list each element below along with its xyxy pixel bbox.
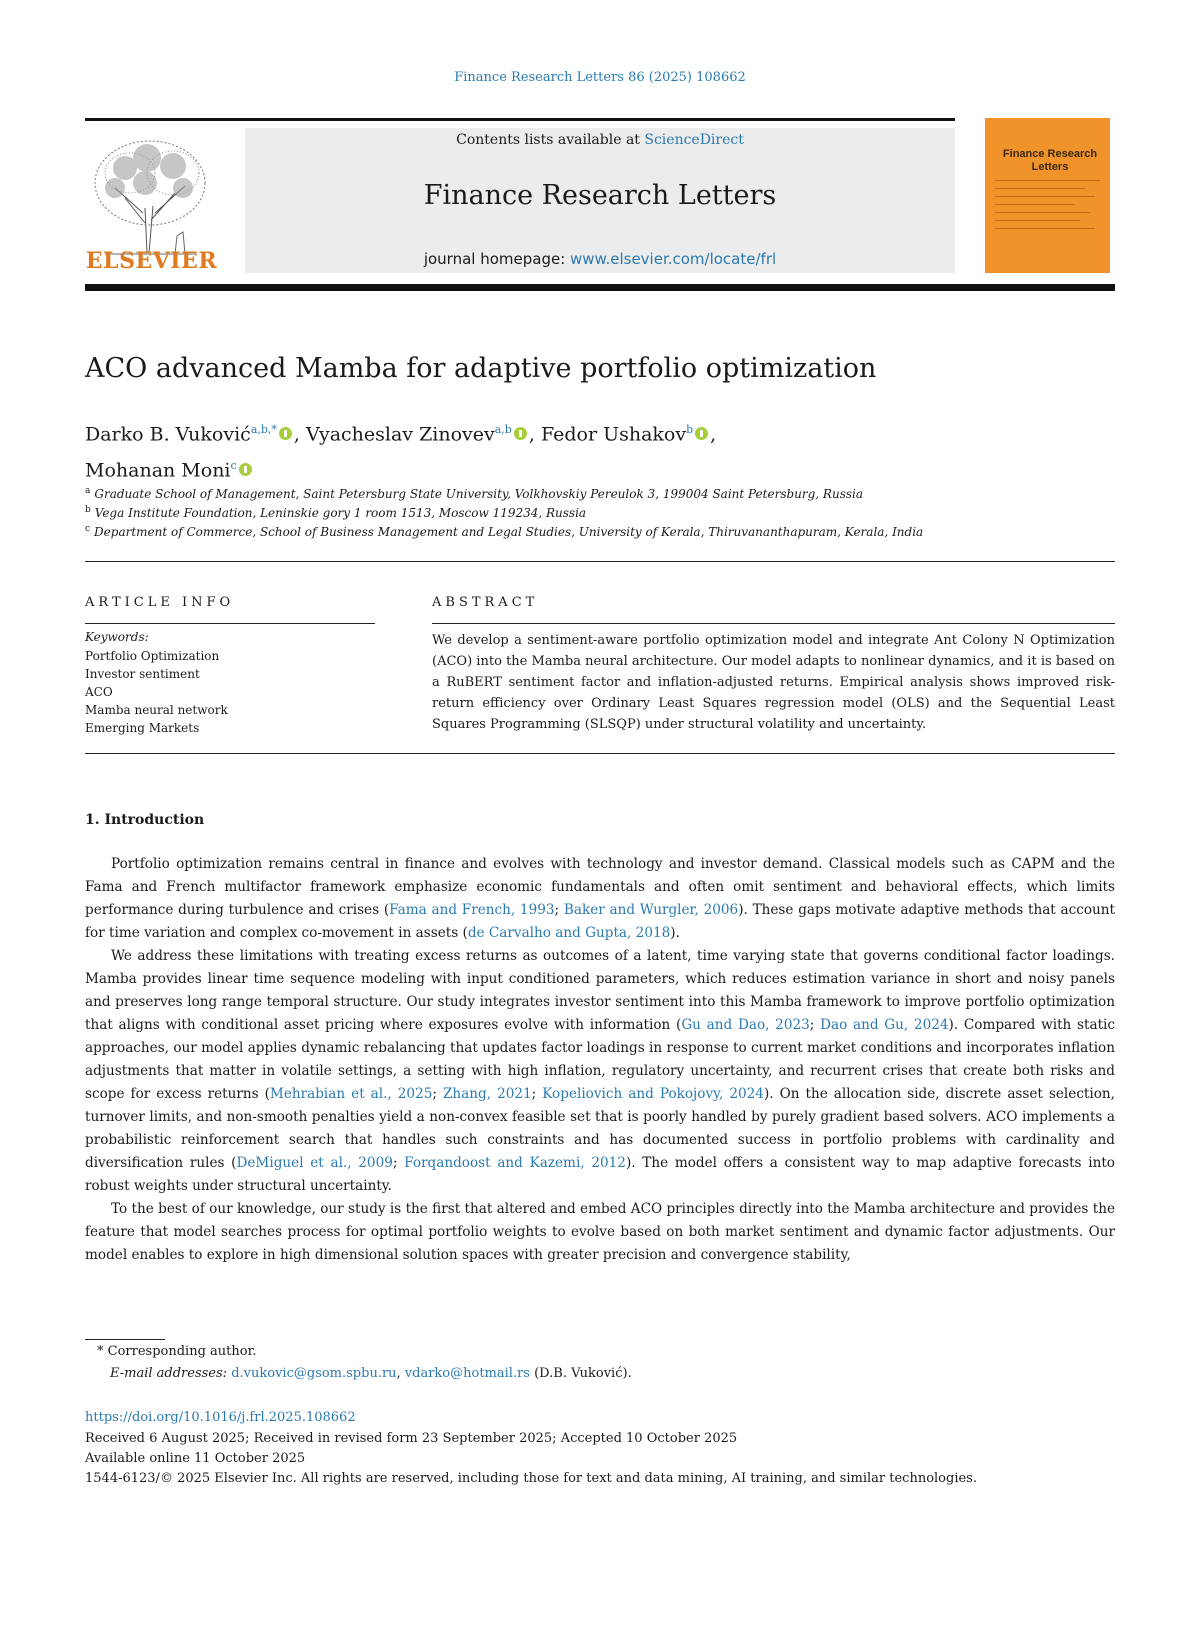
affiliation-mark: a: [85, 486, 91, 496]
doi-link[interactable]: https://doi.org/10.1016/j.frl.2025.108662: [85, 1410, 356, 1425]
email-label: E-mail addresses:: [110, 1366, 228, 1381]
orcid-icon[interactable]: [514, 427, 527, 440]
citation-link[interactable]: Gu and Dao, 2023: [681, 1017, 810, 1033]
cover-decoration: [995, 204, 1075, 205]
article-info-rule: [85, 623, 375, 624]
affiliation-mark: c: [85, 524, 91, 534]
keyword-item: Investor sentiment: [85, 667, 200, 681]
paragraph-text: ). On the allocation side, discrete asset selection, turnover limits, and non-smooth penalties yield a non-convex feasible set that is poorly handled by purely gradient based solvers. ACO implements a probabilistic reinforcement search that handles such constraints and has documented success in portfolio problems with cardinality and diversification rules (: [85, 1086, 1116, 1171]
orcid-icon[interactable]: [695, 427, 708, 440]
paragraph: [85, 1198, 1115, 1267]
received-dates: Received 6 August 2025; Received in revised form 23 September 2025; Accepted 10 October 2025: [85, 1431, 738, 1446]
abstract-rule: [432, 623, 1115, 624]
affiliation: [85, 524, 1115, 539]
homepage-link[interactable]: www.elsevier.com/locate/frl: [570, 250, 777, 268]
abstract-heading: ABSTRACT: [432, 595, 539, 610]
paragraph: [85, 853, 1115, 945]
orcid-icon[interactable]: [279, 427, 292, 440]
cover-decoration: [995, 220, 1080, 221]
author-affiliation-mark[interactable]: b: [686, 423, 694, 436]
citation-link[interactable]: Zhang, 2021: [442, 1086, 532, 1102]
citation-link[interactable]: Fama and French, 1993: [389, 902, 555, 918]
email-link[interactable]: vdarko@hotmail.rs: [404, 1366, 530, 1381]
email-link[interactable]: d.vukovic@gsom.spbu.ru: [231, 1366, 397, 1381]
available-online: Available online 11 October 2025: [85, 1451, 306, 1466]
keyword-item: ACO: [85, 685, 113, 699]
introduction-heading: 1. Introduction: [85, 812, 205, 828]
contents-availability: [245, 132, 955, 148]
author-list: Darko B. Vuković$^{a,b,*}$ , Vyacheslav Zinovev$^{a,b}$ , Fedor Ushakov$^b$ , Mohanan Moni$^c$: [85, 423, 717, 482]
keyword-item: Emerging Markets: [85, 721, 200, 735]
article-info-heading: ARTICLE INFO: [85, 595, 235, 610]
affiliation-text: Vega Institute Foundation, Leninskie gory 1 room 1513, Moscow 119234, Russia: [94, 506, 587, 520]
journal-citation[interactable]: Finance Research Letters 86 (2025) 108662: [454, 70, 746, 85]
paragraph-text: ;: [432, 1086, 443, 1102]
paragraph-text: ). These gaps motivate adaptive methods that account for time variation and complex co-movement in assets (: [85, 902, 1115, 941]
paragraph-text: Portfolio optimization remains central in finance and evolves with technology and investor demand. Classical models such as CAPM and the Fama and French multifactor framework emphasize economic fundamentals and often omit sentiment and behavioral effects, which limits performance during turbulence and crises (: [85, 856, 1115, 918]
citation-link[interactable]: Baker and Wurgler, 2006: [563, 902, 739, 918]
body-text: [85, 853, 1115, 1267]
header-top-rule: [85, 118, 955, 121]
affiliation-text: Department of Commerce, School of Business Management and Legal Studies, University of Kerala, Thiruvananthapuram, Kerala, India: [94, 525, 924, 539]
journal-title: Finance Research Letters: [423, 180, 777, 211]
paragraph-text: ). Compared with static approaches, our model applies dynamic rebalancing that updates factor loadings in response to current market conditions and incorporates inflation adjustments that matter in volatile settings, a setting with high inflation, regulatory uncertainty, and recurrent crises that create both risks and scope for excess returns (: [85, 1017, 1115, 1102]
orcid-icon[interactable]: [239, 463, 252, 476]
affiliation: [85, 486, 1115, 501]
affiliation-mark: b: [85, 505, 91, 515]
citation-link[interactable]: Forqandoost and Kazemi, 2012: [404, 1155, 626, 1171]
cover-decoration: [995, 212, 1090, 213]
paragraph-text: ;: [531, 1086, 543, 1102]
author-affiliation-mark[interactable]: c: [230, 459, 237, 473]
citation-link[interactable]: DeMiguel et al., 2009: [236, 1155, 393, 1171]
sciencedirect-link[interactable]: ScienceDirect: [644, 132, 744, 148]
section-divider: [85, 753, 1115, 754]
copyright-notice: 1544-6123/© 2025 Elsevier Inc. All rights are reserved, including those for text and data mining, AI training, and similar technologies.: [85, 1471, 977, 1486]
corresponding-author-note: * Corresponding author.: [97, 1344, 257, 1359]
cover-decoration: [995, 188, 1085, 189]
author-affiliation-mark[interactable]: a,b,*: [250, 423, 277, 436]
paragraph-text: We address these limitations with treating excess returns as outcomes of a latent, time varying state that governs conditional factor loadings. Mamba provides linear time sequence modeling with input conditioned parameters, which reduces estimation variance in short and noisy panels and preserves long range temporal structure. Our study integrates investor sentiment into this Mamba framework to improve portfolio optimization that aligns with conditional asset pricing where exposures evolve with information (: [85, 948, 1115, 1033]
header-bottom-rule: [85, 284, 1115, 291]
paragraph-text: ).: [670, 925, 680, 941]
cover-title: Finance Research Letters: [1002, 148, 1098, 173]
author-name[interactable]: Mohanan Moni: [85, 459, 231, 482]
elsevier-wordmark: ELSEVIER: [85, 248, 218, 274]
author-affiliation-mark[interactable]: a,b: [494, 423, 512, 436]
email-footnote: [110, 1366, 632, 1381]
affiliation-text: Graduate School of Management, Saint Petersburg State University, Volkhovskiy Pereulok 3, 199004 Saint Petersburg, Russia: [94, 487, 864, 501]
paragraph-text: To the best of our knowledge, our study is the first that altered and embed ACO principles directly into the Mamba architecture and provides the feature that model searches process for optimal portfolio weights to evolve based on both market sentiment and dynamic factor adjustments. Our model enables to explore in high dimensional solution spaces with greater precision and convergence stability,: [85, 1201, 1115, 1263]
paragraph: [85, 945, 1115, 1198]
cover-decoration: [995, 228, 1095, 229]
paragraph-text: ;: [392, 1155, 405, 1171]
cover-decoration: [995, 196, 1095, 197]
journal-homepage: [245, 250, 955, 268]
email-separator: ,: [396, 1366, 405, 1381]
citation-link[interactable]: Mehrabian et al., 2025: [269, 1086, 433, 1102]
contents-prefix: Contents lists available at: [456, 132, 645, 148]
keywords-label: Keywords:: [85, 630, 149, 644]
keyword-item: Mamba neural network: [85, 703, 228, 717]
paragraph-text: ;: [809, 1017, 821, 1033]
email-suffix: (D.B. Vuković).: [529, 1366, 632, 1381]
paragraph-text: ). The model offers a consistent way to map adaptive forecasts into robust weights under structural uncertainty.: [85, 1155, 1115, 1194]
author-name[interactable]: Vyacheslav Zinovev: [306, 423, 495, 446]
author-name[interactable]: Darko B. Vuković: [85, 423, 251, 446]
affiliation: [85, 505, 1115, 520]
article-title: ACO advanced Mamba for adaptive portfolio optimization: [85, 353, 877, 384]
author-name[interactable]: Fedor Ushakov: [540, 423, 687, 446]
footnote-rule: [85, 1339, 165, 1340]
homepage-prefix: journal homepage:: [423, 250, 571, 268]
keyword-item: Portfolio Optimization: [85, 649, 220, 663]
citation-link[interactable]: Kopeliovich and Pokojovy, 2024: [542, 1086, 764, 1102]
citation-link[interactable]: Dao and Gu, 2024: [820, 1017, 949, 1033]
cover-decoration: [995, 180, 1100, 181]
citation-link[interactable]: de Carvalho and Gupta, 2018: [467, 925, 671, 941]
section-divider: [85, 561, 1115, 562]
paragraph-text: ;: [554, 902, 564, 918]
abstract-text: We develop a sentiment-aware portfolio optimization model and integrate Ant Colony N Optimization (ACO) into the Mamba neural architecture. Our model adapts to nonlinear dynamics, and it is based on a RuBERT sentiment factor and inflation-adjusted returns. Empirical analysis shows improved risk-return efficiency over Ordinary Least Squares regression model (OLS) and the Sequential Least Squares Programming (SLSQP) under structural volatility and uncertainty.: [432, 633, 1115, 732]
